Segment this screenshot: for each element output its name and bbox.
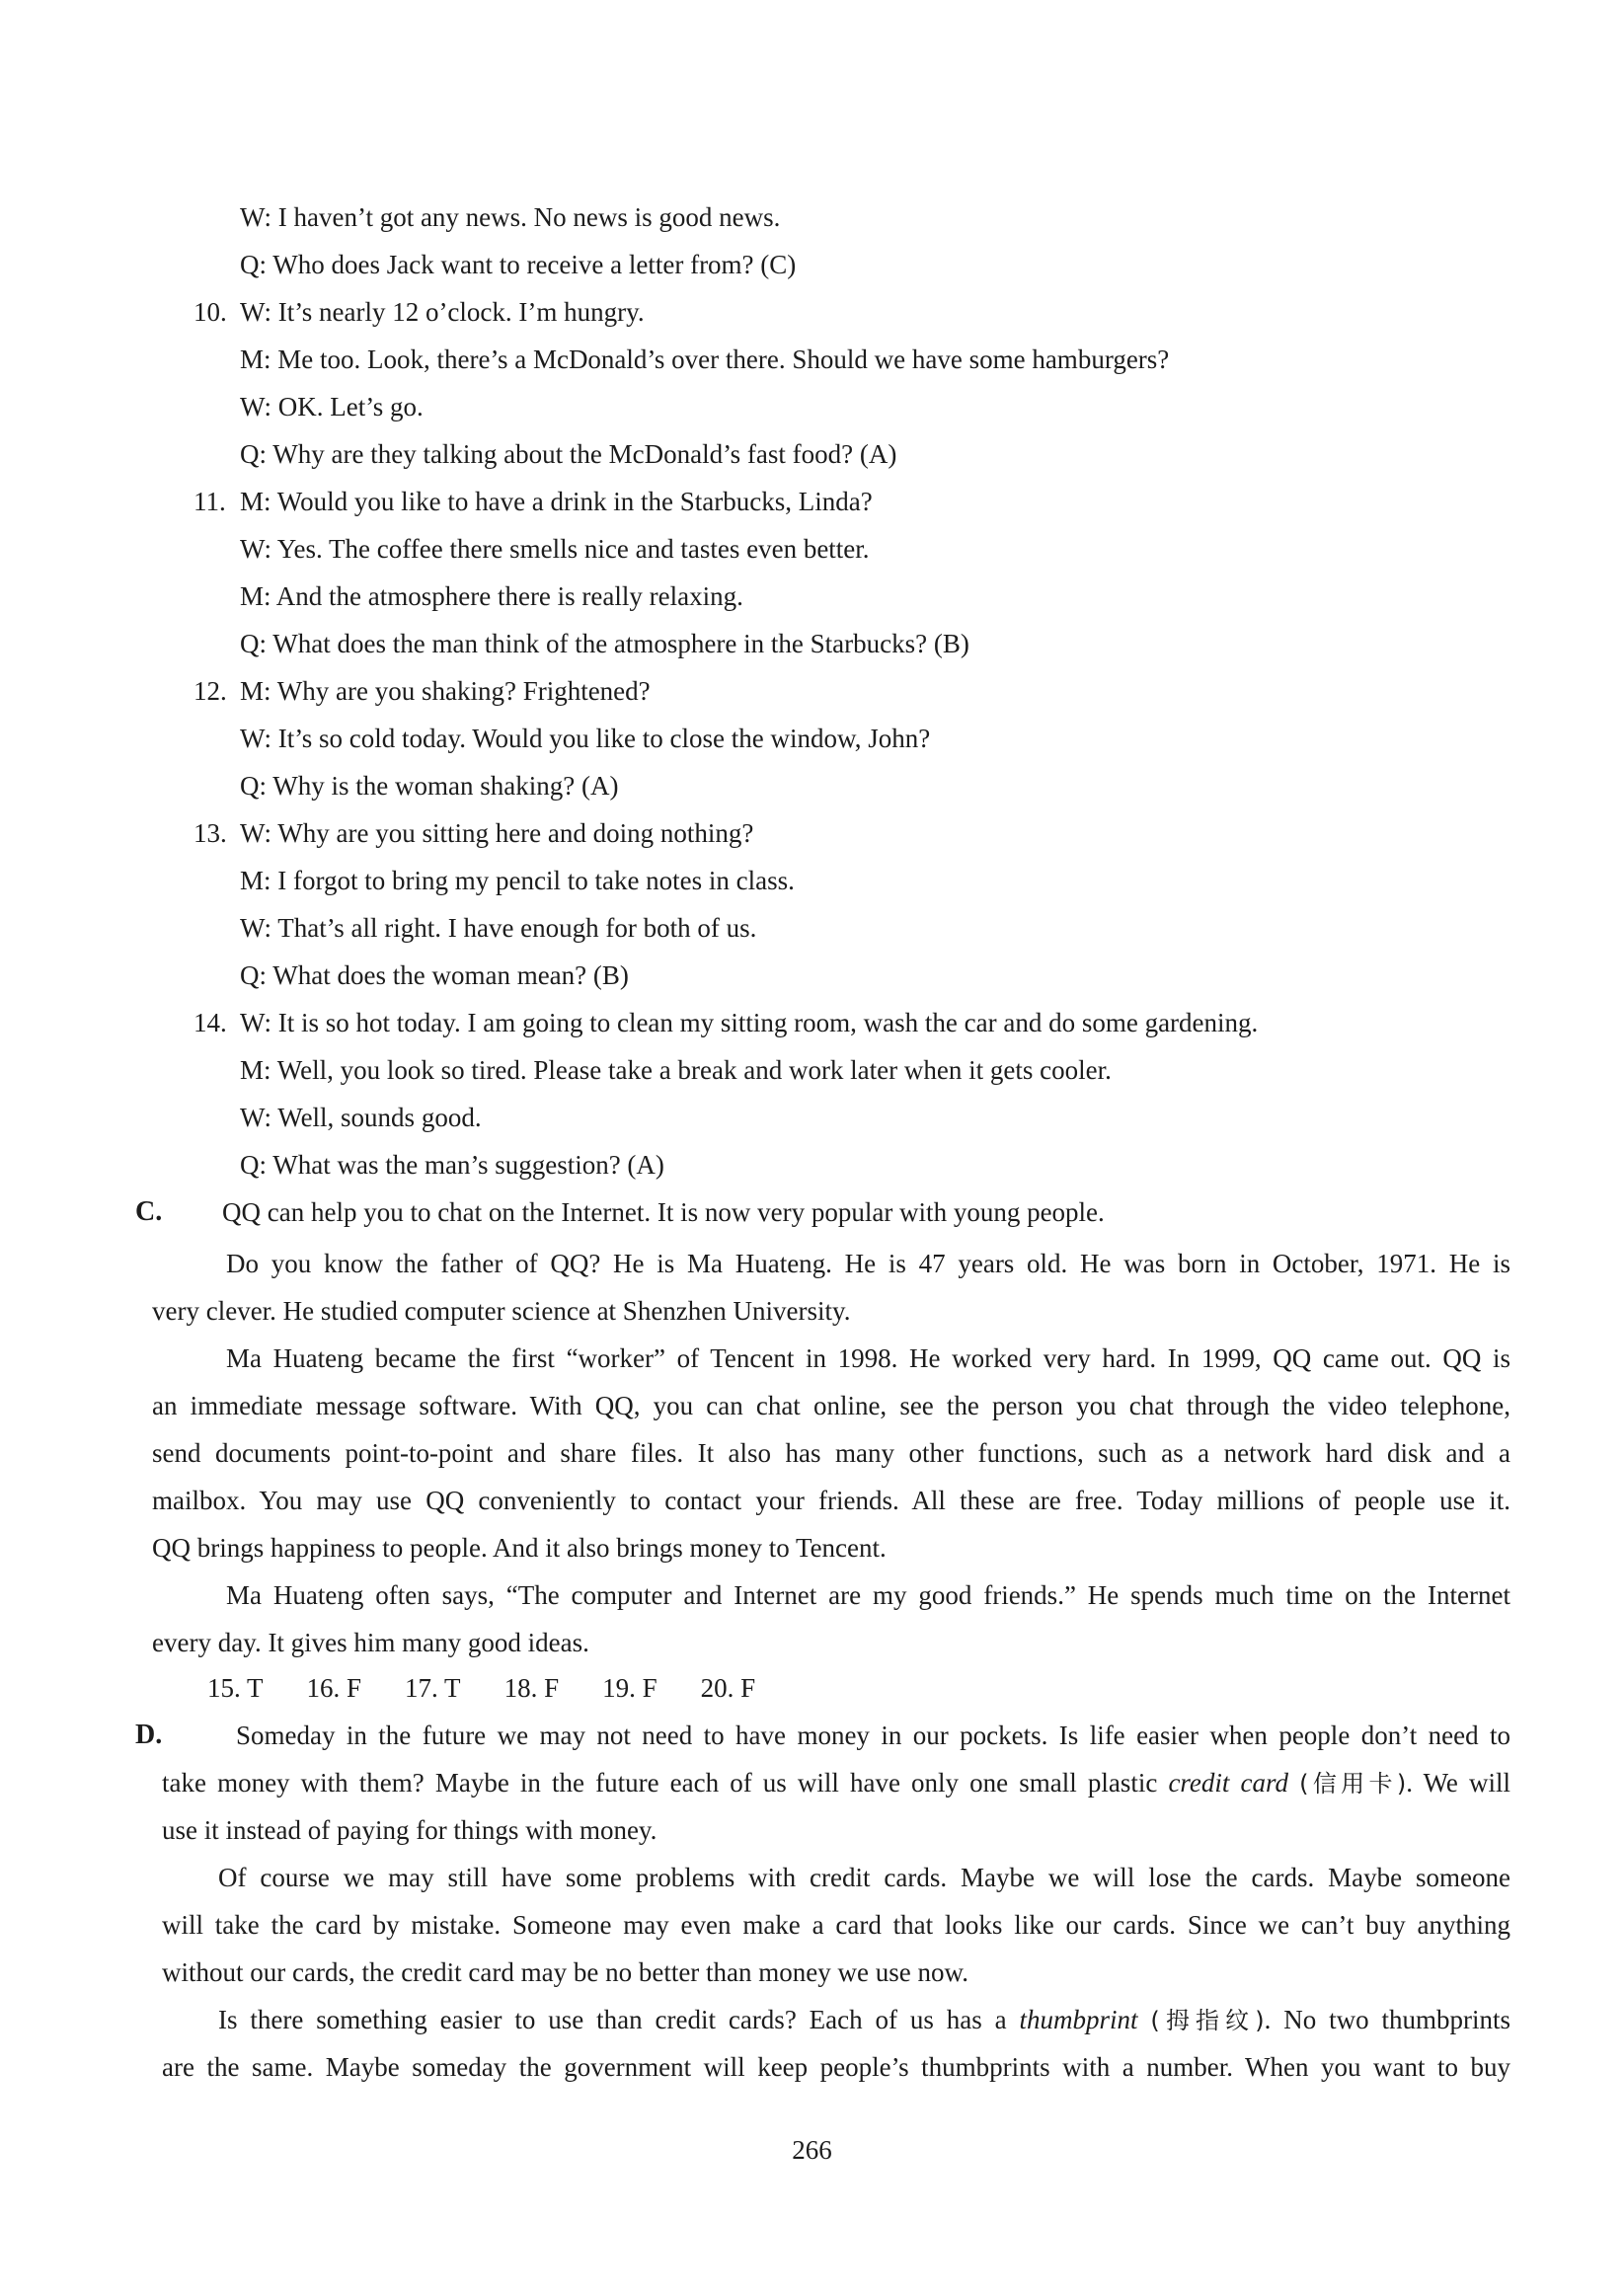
- dialogue-line: W: Well, sounds good.: [240, 1103, 482, 1132]
- chinese-gloss: (拇指纹): [1150, 2007, 1265, 2034]
- text-line: Of course we may still have some problems with credit cards. Maybe we will lose the cards. Maybe someone: [218, 1863, 1510, 1892]
- dialogue-line: W: It is so hot today. I am going to clean my sitting room, wash the car and do some gardening.: [240, 1008, 1259, 1037]
- text-span: . No two thumbprints: [1264, 2005, 1510, 2034]
- text-line: very clever. He studied computer science at Shenzhen University.: [152, 1296, 851, 1326]
- text-span: take money with them? Maybe in the future each of us will have only one small plastic: [162, 1768, 1158, 1798]
- section-c-paragraph: [152, 1240, 1510, 1335]
- dialogue-line: W: Yes. The coffee there smells nice and tastes even better.: [240, 534, 870, 564]
- dialogue-line: W: I haven’t got any news. No news is good news.: [240, 202, 781, 232]
- answer: 19. F: [602, 1673, 657, 1703]
- dialogue-line: Q: Who does Jack want to receive a letter from? (C): [240, 250, 797, 279]
- section-d-paragraph: [162, 1854, 1510, 1996]
- chinese-gloss: (信用卡): [1299, 1770, 1407, 1798]
- dialogue-line: Q: What does the man think of the atmosphere in the Starbucks? (B): [240, 629, 969, 658]
- dialogue-line: M: And the atmosphere there is really relaxing.: [240, 581, 743, 611]
- answer: 16. F: [306, 1673, 362, 1703]
- text-line: an immediate message software. With QQ, you can chat online, see the person you chat through the video telephone,: [152, 1391, 1510, 1420]
- answer: 20. F: [700, 1673, 756, 1703]
- term: credit card: [1168, 1768, 1289, 1798]
- text-line: send documents point-to-point and share files. It also has many other functions, such as a network hard disk and a: [152, 1438, 1510, 1468]
- section-d-paragraph: [162, 1996, 1510, 2091]
- answer: 15. T: [207, 1673, 264, 1703]
- text-line: mailbox. You may use QQ conveniently to contact your friends. All these are free. Today millions of people use it.: [152, 1486, 1510, 1515]
- dialogue-line: Q: Why is the woman shaking? (A): [240, 771, 619, 801]
- text-line: Someday in the future we may not need to have money in our pockets. Is life easier when people don’t need to: [236, 1721, 1510, 1750]
- section-d-label: D.: [135, 1720, 163, 1750]
- section-c-intro: QQ can help you to chat on the Internet. It is now very popular with young people.: [222, 1197, 1105, 1227]
- text-span: Is there something easier to use than credit cards? Each of us has a: [218, 2005, 1007, 2034]
- text-line: will take the card by mistake. Someone may even make a card that looks like our cards. Since we can’t buy anything: [162, 1910, 1510, 1940]
- dialogue-line: M: Would you like to have a drink in the Starbucks, Linda?: [240, 487, 873, 516]
- item-number: 14.: [193, 1008, 227, 1037]
- text-line: [162, 1996, 1510, 2043]
- dialogue-line: Q: What was the man’s suggestion? (A): [240, 1150, 664, 1180]
- answer-key: [207, 1670, 799, 1706]
- term: thumbprint: [1019, 2005, 1138, 2034]
- text-line: use it instead of paying for things with money.: [162, 1815, 657, 1845]
- section-c-label: C.: [135, 1196, 163, 1227]
- dialogue-line: M: Me too. Look, there’s a McDonald’s over there. Should we have some hamburgers?: [240, 344, 1170, 374]
- section-c-paragraph: [152, 1571, 1510, 1666]
- dialogue-line: Q: Why are they talking about the McDonald’s fast food? (A): [240, 439, 897, 469]
- text-line: are the same. Maybe someday the government will keep people’s thumbprints with a number. When you want to buy: [162, 2052, 1510, 2082]
- dialogue-line: W: Why are you sitting here and doing nothing?: [240, 818, 754, 848]
- item-number: 10.: [193, 297, 227, 327]
- dialogue-line: Q: What does the woman mean? (B): [240, 960, 629, 990]
- text-line: Do you know the father of QQ? He is Ma Huateng. He is 47 years old. He was born in October, 1971. He is: [226, 1249, 1510, 1278]
- text-line: [162, 1759, 1510, 1806]
- dialogue-line: W: That’s all right. I have enough for both of us.: [240, 913, 757, 943]
- text-line: QQ brings happiness to people. And it also brings money to Tencent.: [152, 1533, 887, 1563]
- text-line: without our cards, the credit card may be no better than money we use now.: [162, 1957, 968, 1987]
- dialogue-line: M: Why are you shaking? Frightened?: [240, 676, 651, 706]
- text-span: . We will: [1406, 1768, 1511, 1798]
- text-line: every day. It gives him many good ideas.: [152, 1628, 589, 1657]
- answer: 18. F: [503, 1673, 560, 1703]
- dialogue-line: M: Well, you look so tired. Please take a break and work later when it gets cooler.: [240, 1055, 1112, 1085]
- answer: 17. T: [405, 1673, 461, 1703]
- section-c-paragraph: [152, 1335, 1510, 1571]
- dialogue-line: M: I forgot to bring my pencil to take notes in class.: [240, 866, 795, 895]
- text-line: Ma Huateng often says, “The computer and Internet are my good friends.” He spends much time on the Internet: [226, 1580, 1510, 1610]
- dialogue-line: W: OK. Let’s go.: [240, 392, 424, 421]
- dialogue-line: W: It’s so cold today. Would you like to close the window, John?: [240, 724, 931, 753]
- page-number: 266: [792, 2135, 832, 2165]
- section-d-paragraph: [162, 1712, 1510, 1854]
- dialogue-line: W: It’s nearly 12 o’clock. I’m hungry.: [240, 297, 645, 327]
- item-number: 12.: [193, 676, 227, 706]
- item-number: 13.: [193, 818, 227, 848]
- text-line: Ma Huateng became the first “worker” of Tencent in 1998. He worked very hard. In 1999, QQ came out. QQ is: [226, 1343, 1510, 1373]
- item-number: 11.: [193, 487, 226, 516]
